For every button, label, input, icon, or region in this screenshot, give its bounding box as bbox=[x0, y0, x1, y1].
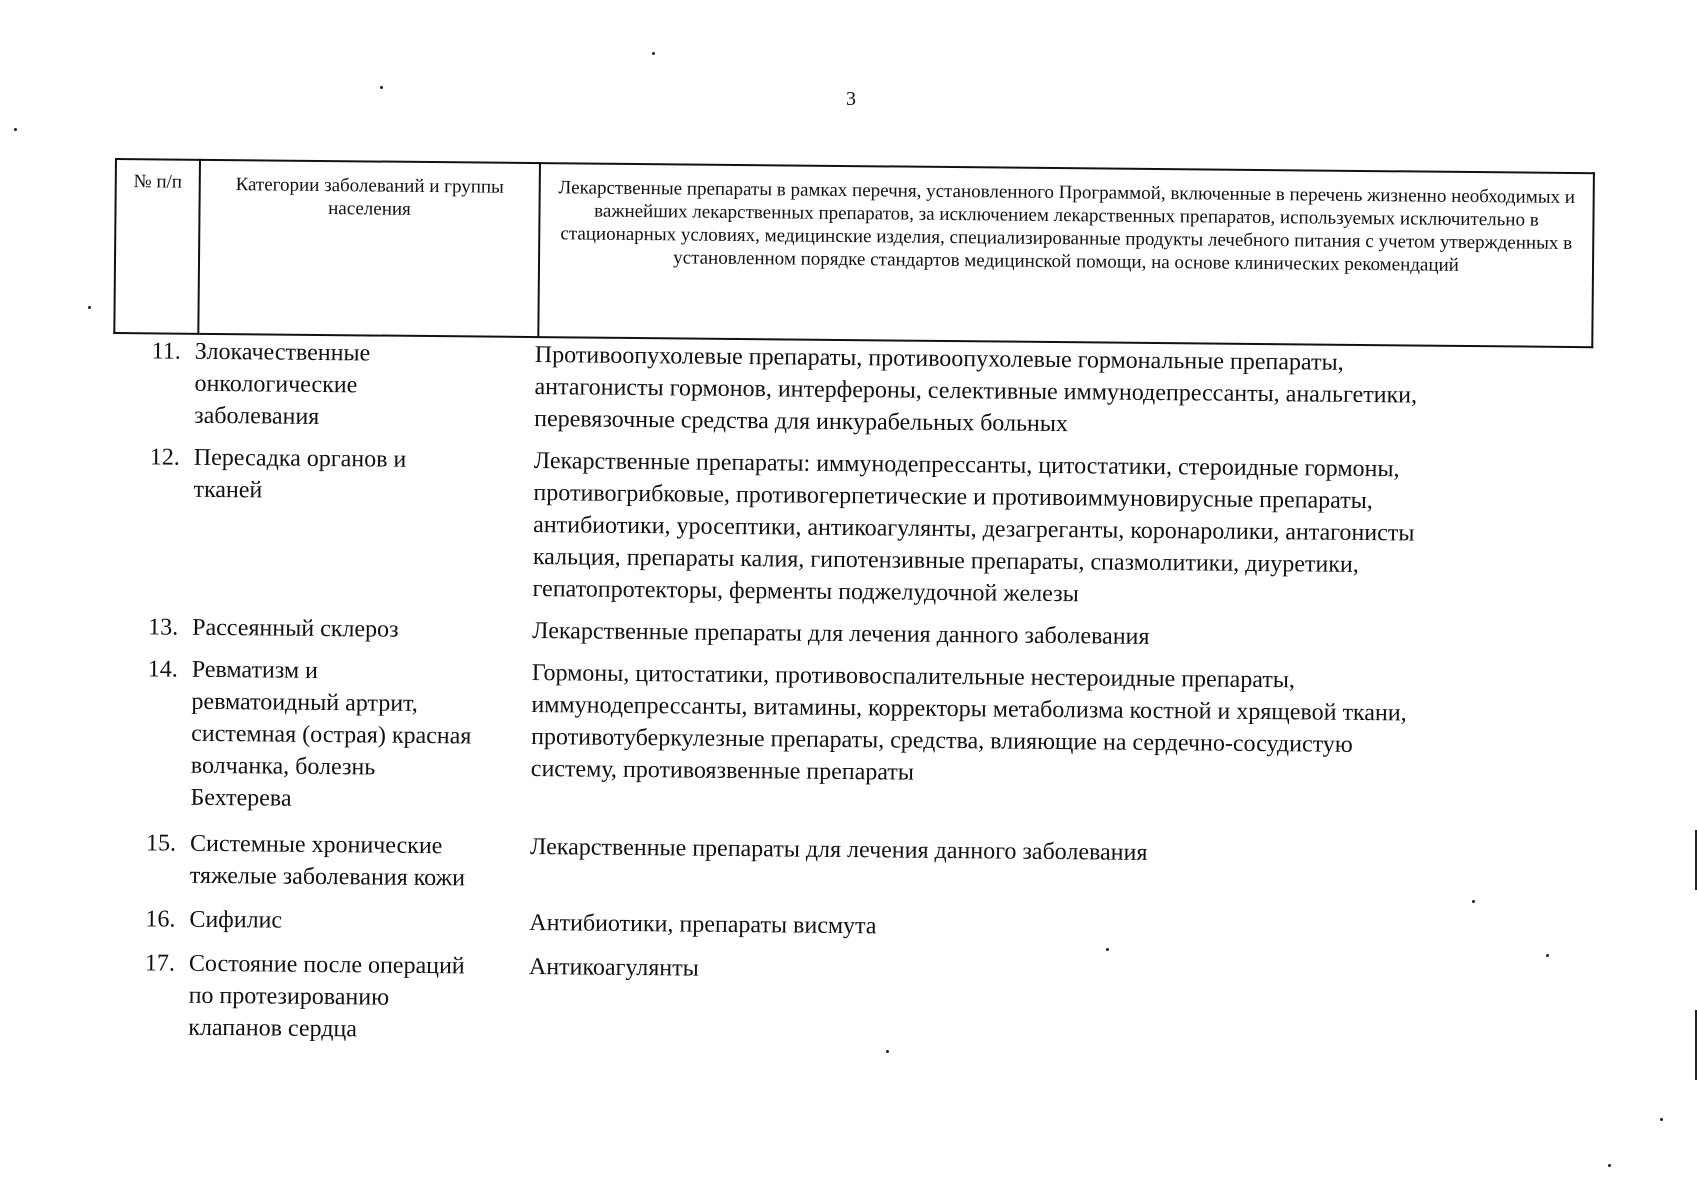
header-col-number: № п/п bbox=[114, 159, 200, 334]
scan-speck bbox=[1106, 948, 1109, 951]
row-drugs bbox=[528, 951, 1589, 1057]
row-category-line: системная (острая) красная bbox=[191, 720, 472, 750]
row-drugs-line: Лекарственные препараты для лечения данного заболевания bbox=[529, 834, 1148, 866]
row-number: 13. bbox=[148, 614, 179, 641]
row-category-line: Рассеянный склероз bbox=[192, 614, 399, 643]
row-category bbox=[188, 948, 529, 1047]
row-category-line: Злокачественные bbox=[194, 338, 371, 367]
scan-speck bbox=[1608, 1164, 1611, 1167]
table-row bbox=[109, 903, 1589, 949]
row-category-line: онкологические bbox=[194, 370, 358, 399]
row-category-line: ревматоидный артрит, bbox=[191, 688, 418, 717]
table-row bbox=[108, 947, 1589, 1057]
scan-speck bbox=[14, 128, 17, 131]
row-category-line: тканей bbox=[193, 476, 263, 504]
row-drugs bbox=[529, 907, 1589, 949]
row-drugs bbox=[530, 657, 1591, 827]
row-drugs bbox=[532, 445, 1593, 615]
row-category bbox=[189, 904, 529, 939]
scan-speck bbox=[88, 306, 91, 309]
row-category-line: Состояние после операций bbox=[188, 950, 465, 980]
scan-speck bbox=[652, 52, 655, 55]
row-drugs bbox=[532, 615, 1592, 657]
row-drugs-line: Гормоны, цитостатики, противовоспалительные нестероидные препараты, bbox=[531, 660, 1296, 694]
row-number: 12. bbox=[149, 444, 180, 471]
row-category bbox=[192, 442, 534, 605]
row-drugs-line: систему, противоязвенные препараты bbox=[530, 756, 915, 786]
row-drugs-line: противогрибковые, противогерпетические и противоиммуновирусные препараты, bbox=[533, 480, 1373, 515]
row-drugs-line: Противоопухолевые препараты, противоопухолевые гормональные препараты, bbox=[534, 342, 1344, 376]
table-row bbox=[114, 335, 1595, 445]
row-number: 17. bbox=[144, 950, 176, 977]
row-category-line: Пересадка органов и bbox=[193, 444, 407, 473]
row-category-line: по протезированию bbox=[188, 982, 390, 1011]
row-category bbox=[194, 336, 535, 435]
row-category bbox=[190, 654, 532, 817]
table-header bbox=[113, 158, 1595, 348]
row-drugs-line: антагонисты гормонов, интерфероны, селективные иммунодепрессанты, анальгетики, bbox=[534, 374, 1418, 409]
row-drugs bbox=[530, 831, 1591, 905]
scan-speck bbox=[886, 1050, 889, 1053]
row-number: 14. bbox=[147, 656, 178, 683]
row-category-line: тяжелые заболевания кожи bbox=[189, 862, 466, 892]
row-drugs-line: перевязочные средства для инкурабельных больных bbox=[534, 406, 1069, 438]
row-drugs-line: противотуберкулезные препараты, средства, влияющие на сердечно-сосудистую bbox=[531, 724, 1353, 758]
row-category-line: волчанка, болезнь bbox=[190, 752, 376, 781]
row-drugs bbox=[534, 339, 1595, 445]
table-row bbox=[110, 827, 1591, 905]
row-drugs-line: гепатопротекторы, ферменты поджелудочной железы bbox=[532, 576, 1079, 608]
header-col-category: Категории заболеваний и группы населения bbox=[198, 160, 540, 337]
scan-speck bbox=[1660, 1118, 1663, 1121]
row-drugs-line: Антикоагулянты bbox=[528, 954, 699, 982]
table-body bbox=[108, 335, 1595, 1057]
row-category-line: Ревматизм и bbox=[191, 656, 319, 684]
row-drugs-line: Лекарственные препараты: иммунодепрессанты, цитостатики, стероидные гормоны, bbox=[533, 448, 1400, 483]
scan-speck bbox=[380, 86, 383, 89]
row-category-line: Системные хронические bbox=[189, 830, 443, 860]
table-row bbox=[110, 653, 1591, 827]
row-drugs-line: иммунодепрессанты, витамины, корректоры метаболизма костной и хрящевой ткани, bbox=[531, 692, 1407, 727]
table-row bbox=[112, 611, 1592, 657]
row-drugs-line: Лекарственные препараты для лечения данного заболевания bbox=[532, 618, 1150, 650]
row-number: 16. bbox=[145, 906, 176, 933]
row-category-line: клапанов сердца bbox=[188, 1014, 358, 1043]
page-number: 3 bbox=[846, 88, 856, 110]
row-category-line: Бехтерева bbox=[190, 784, 292, 812]
row-category-line: Сифилис bbox=[189, 906, 283, 934]
row-category bbox=[192, 612, 532, 647]
table-row bbox=[112, 441, 1593, 615]
row-number: 11. bbox=[151, 338, 181, 365]
row-drugs-line: антибиотики, уросептики, антикоагулянты, дезагреганты, коронаролики, антагонисты bbox=[533, 512, 1415, 547]
row-category-line: заболевания bbox=[194, 402, 320, 430]
row-drugs-line: Антибиотики, препараты висмута bbox=[529, 910, 877, 940]
scan-speck bbox=[1546, 954, 1549, 957]
scan-speck bbox=[1472, 900, 1475, 903]
row-drugs-line: кальция, препараты калия, гипотензивные препараты, спазмолитики, диуретики, bbox=[532, 544, 1359, 578]
row-category bbox=[190, 828, 531, 895]
row-number: 15. bbox=[145, 830, 177, 857]
header-col-drugs: Лекарственные препараты в рамках перечня, установленного Программой, включенные в перечень жизненно необходимых и важнейших лекарственных препаратов, за исключением лекарственных препаратов, используемых исключительно в стационарных условиях, медицинские изделия, специализированные продукты лечебного питания с учетом утвержденных в установленном порядке стандартов медицинской помощи, на основе клинических рекомендаций bbox=[538, 163, 1594, 347]
